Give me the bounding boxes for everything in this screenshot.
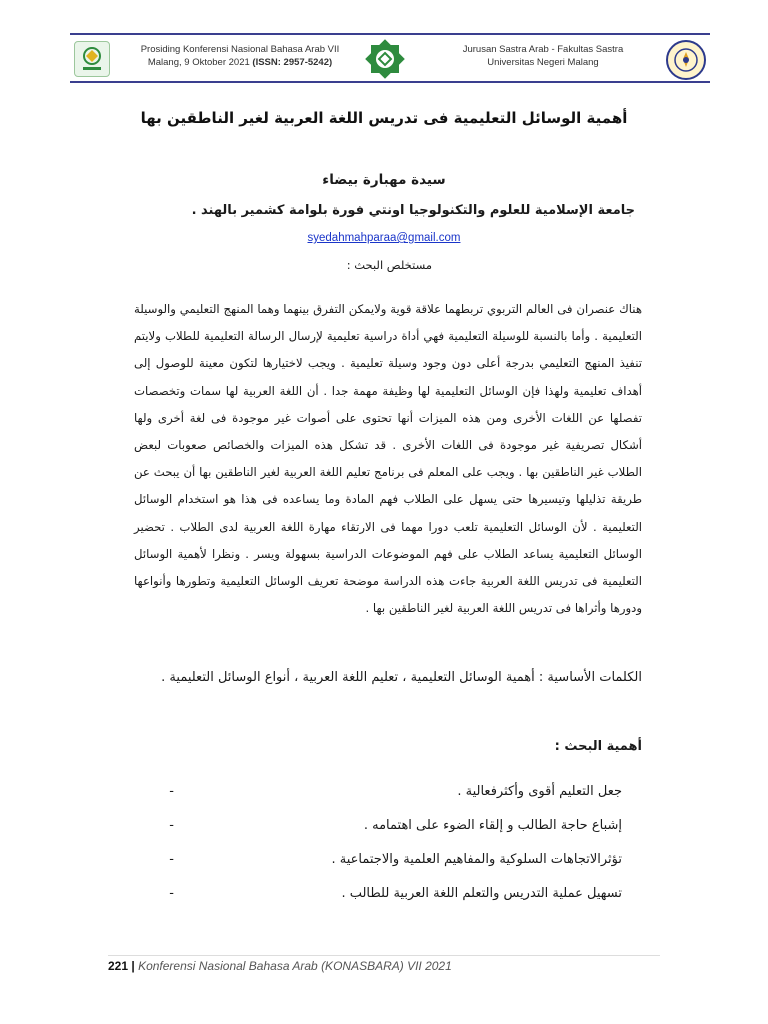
page-header — [70, 33, 710, 83]
importance-item-text: جعل التعليم أقوى وأكثرفعالية . — [457, 784, 622, 799]
footer-separator: | — [128, 959, 139, 973]
list-item — [134, 782, 642, 816]
islamic-star-logo-icon — [357, 31, 413, 87]
paper-title: أهمية الوسائل التعليمية فى تدريس اللغة العربية لغير الناطقين بها — [140, 109, 628, 127]
author-affiliation: جامعة الإسلامية للعلوم والتكنولوجيا اونتي فورة بلوامة كشمير بالهند . — [191, 203, 635, 218]
list-dash: - — [169, 818, 174, 833]
importance-item-text: تؤثرالاتجاهات السلوكية والمفاهيم العلمية والاجتماعية . — [331, 852, 622, 867]
issn: (ISSN: 2957-5242) — [252, 57, 333, 68]
abstract-body: هناك عنصران فى العالم التربوي تربطهما علاقة قوية ولايمكن التفرق بينهما وهما المنهج التعليمي والوسيلة التعليمية . وأما بالنسبة للوسيلة التعليمية فهي أداة دراسية تعليمية لإرسال الرسالة التعليمية للطلاب ولايتم تنفيذ المنهج التعليمي بدرجة أعلى دون وجود وسيلة تعليمية . ويجب لاختيارها لتكون معينة للوصول إلى أهداف تعليمية ولهذا فإن الوسائل التعليمية لها وظيفة مهمة جدا . أن اللغة العربية لها سمات وتخصصات تفصلها عن اللغات الأخرى ومن هذه الميزات أنها تحتوى على أصوات غير موجودة فى لغة أخرى ولها أشكال تصريفية غير موجودة فى اللغات الأخرى . قد تشكل هذه الميزات والخصائص صعوبات لبعض الطلاب غير الناطقين بها . ويجب على المعلم فى برنامج تعليم اللغة العربية لغير الناطقين بها أن يبحث عن طريقة تذليلها وتيسيرها حتى يسهل على الطلاب فهم المادة وما يساعده فى هذا هو استخدام الوسائل التعليمية . لأن الوسائل التعليمية تلعب دورا مهما فى الارتقاء مهارة اللغة العربية لدى الطلاب . تحضير الوسائل التعليمية يساعد الطلاب على فهم الموضوعات الدراسية بسهولة ويسر . ونظرا لأهمية الوسائل التعليمية فى تدريس اللغة العربية جاءت هذه الدراسة موضحة تعريف الوسائل التعليمية وتطورها وأنواعها ودورها وأثراها فى تدريس اللغة العربية لغير الناطقين بها . — [134, 302, 642, 616]
keywords-label: الكلمات الأساسية : — [538, 670, 642, 685]
keywords-paragraph — [134, 664, 642, 691]
list-item — [134, 884, 642, 918]
list-item — [134, 850, 642, 884]
list-item — [134, 816, 642, 850]
list-dash: - — [169, 852, 174, 867]
page-footer — [108, 959, 452, 973]
conference-name: Konferensi Nasional Bahasa Arab (KONASBARA) VII 2021 — [138, 959, 452, 973]
department-name: Jurusan Sastra Arab - Fakultas Sastra — [462, 44, 624, 55]
list-dash: - — [169, 784, 174, 799]
keywords-text: أهمية الوسائل التعليمية ، تعليم اللغة العربية ، أنواع الوسائل التعليمية . — [161, 670, 535, 685]
university-name: Universitas Negeri Malang — [487, 57, 599, 68]
footer-divider — [108, 955, 660, 956]
header-right-text — [428, 43, 658, 69]
list-dash: - — [169, 886, 174, 901]
header-left-text — [126, 43, 354, 69]
proceedings-date: Malang, 9 Oktober 2021 — [147, 57, 253, 68]
university-seal-icon — [666, 40, 706, 80]
importance-heading: أهمية البحث : — [554, 739, 642, 754]
importance-item-text: تسهيل عملية التدريس والتعلم اللغة العربية للطالب . — [341, 886, 622, 901]
importance-item-text: إشباع حاجة الطالب و إلقاء الضوء على اهتمامه . — [363, 818, 622, 833]
page-number: 221 — [108, 959, 129, 973]
abstract-heading: مستخلص البحث : — [346, 258, 432, 272]
author-email-link[interactable]: syedahmahparaa@gmail.com — [307, 232, 461, 244]
konasbara-logo-icon — [74, 41, 110, 77]
importance-list — [134, 782, 642, 918]
proceedings-title: Prosiding Konferensi Nasional Bahasa Arab VII — [140, 44, 340, 55]
proceedings-date-line — [126, 56, 354, 69]
author-name: سيدة مهبارة بيضاء — [322, 172, 446, 188]
